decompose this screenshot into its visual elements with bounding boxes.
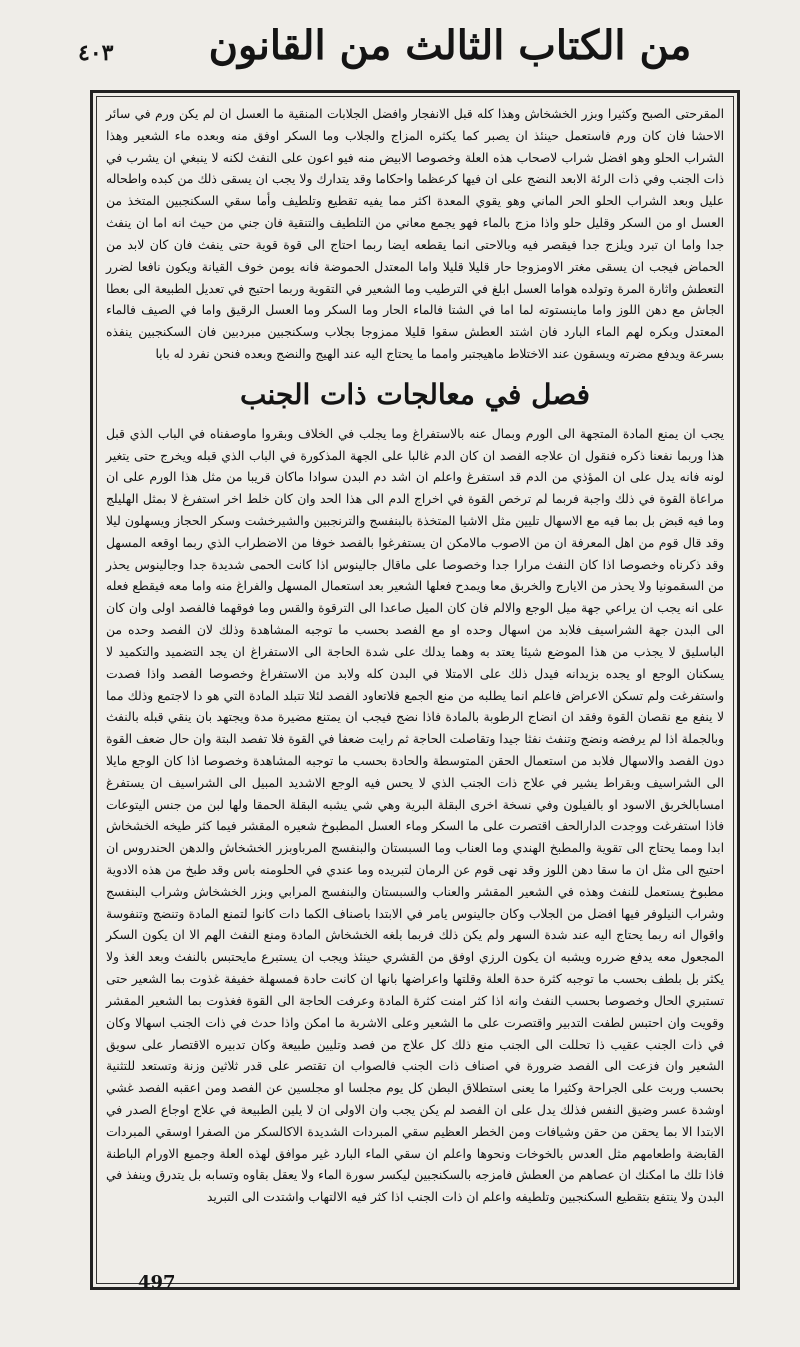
body-paragraph: يجب ان يمنع المادة المتجهة الى الورم وبمال عنه بالاستفراغ وما يجلب في الخلاف وبقروا ماوصفناه في الباب الذي قبل هذا وربما نفعنا ذكره فنقول ان علاجه الفصد ان كان الدم غالبا على الجهة المذكورة في الباب الذي قبله ويخرج حتى يتغير لونه فانه يدل على ان المؤذي من الدم قد استفرغ واعلم ان اشد دم البدن سوادا ماكان قريبا من مثل هذا الورم على ان مراعاة القوة في ذلك واجبة فربما لم ترخص القوة في اخراج الدم الى هذا الحد وان كان خلط اخر استفرغ لا بمثل الهليلج وما فيه قبض بل بما فيه مع الاسهال تليين مثل الاشيا المتخذة بالبنفسج والترنجبين والشيرخشت وسكر الحجاز ويسهلون ليلا وقد قال قوم من اهل المعرفة ان من الاصوب مالامكن ان يستفرغوا بالفصد خوفا من الاضطراب الذي ربما اوقعه المسهل وقد ذكرناه وخصوصا اذا كان النفث مرارا جدا وخصوصا على ماقال جالينوس اذا كانت الحمى شديدة جدا وجالينوس يحذر من السقمونيا ولا يحذر من الايارج والخربق معا ويمدح فعلها الشعير بعد استعمال المسهل والفراغ منه واما معه فيقطع فعله على انه يجب ان يراعي جهة ميل الوجع والالم فان كان الميل صاعدا الى الترقوة والقس وما فوقهما فالفصد اولى وان كان الى البدن جهة الشراسيف فلابد من اسهال وحده او مع الفصد بحسب ما توجبه المشاهدة وذلك لان الفصد وحده من الباسليق لا يجذب من هذا الموضع شيئا يعتد به وهما يدلك على شدة الحاجة الى الاستفراغ ان يجد التضميد والتكميد لا يسكنان الوجع او يجده بزيدانه فيدل ذلك على الامتلا في البدن كله ولابد من الاستفراغ وخصوصا الفصد واذا فصدت واستفرغت ولم تسكن الاعراض فاعلم انما يطلبه من منع الجمع فلاتعاود الفصد لئلا تتبلد المادة التي هو دا لاجتمع وذلك مما لا ينفع مع نقصان القوة وفقد ان انضاج الرطوبة بالمادة فاذا نضج فيجب ان يمتنع مضيرة مدة ويجتهد بان ينقي قبله بالنفث وبالجملة اذا لم يرفضه ونضج وتنفث نفثا جيدا وتقاصلت الحاجة ثم رايت ضعفا في القوة فلا تفصد البتة وان حال ضعف القوة دون الفصد والاسهال فلابد من استعمال الحقن المتوسطة والحادة بحسب ما توجبه المشاهدة وخصوصا اذا كان الوجع مايلا الى الشراسيف وبقراط يشير في علاج ذات الجنب الذي لا يحس فيه الوجع الاشديد المبيل الى الشراسيف ان يستفرغ امسابالخربق الاسود او بالفيلون وفي نسخة اخرى البقلة البرية وهي شي يشبه البقلة الحمقا ولها لبن من جنس اليتوعات فاذا استفرغت ووجدت الدارالحف اقتصرت على ما السكر وماء العسل المطبوخ شعيره المقشر فيما كثر طيخه الخشخاش ابدا ومما يحتاج الى تقوية والمطبخ الهندي وما العناب وما السبستان والبنفسج المرباوبزر الخشخاش والدهن الحندروس ان احتيج الى مثل ان ما سقا دهن اللوز وقد نهى قوم عن الرمان لتبريده وما عندي في الحلومنه باس وقد طبخ من هذه الادوية مطبوخ يستعمل للنفث وهذه في الشعير المقشر والعناب والسبستان والبنفسج المرابي وبزر الخشخاش وشراب البنفسج وشراب النيلوفر فيها افضل من الجلاب وكان جالينوس يامر في الابتدا باصناف الكما دات كانوا لتمنع المادة وتنضج وتنفوسة واقوال انه ربما يحتاج اليه عند شدة السهر ولم يكن ذلك فربما بلغه الخشخاش المادة ومنع النفث الهم الا ان يكون السكر المجعول معه يدفع ضرره ويشبه ان يكون الرزي اوفق من القشري حينئذ ويجب ان يستبرع مايحتبس بالنفث وبعد الغذ ولا يكثر بل بلطف بحسب ما توجبه كثرة حدة العلة وقلتها واعراضها بانها ان كانت حادة فمسهلة خفيفة غذوت بما الشعير حتى تستبري الحال وخصوصا بحسب النفث وانه اذا كثر امنت كثرة المادة وعرفت الحاجة الى القوة فغذوت بما الشعير المقشر وقويت وان احتبس لطفت التدبير واقتصرت على ما الشعير وعلى الاشربة ما امكن واذا حدث في ذات الجنب اسهالا وكان في ذات الجنب عقيب ذا تحللت الى الجنب منع ذلك كل علاج من فصد وتليين طبيعة وكان تدبيره الاقتصار على سويق الشعير وان فزعت الى الفصد ضرورة في اصناف ذات الجنب فالصواب ان تقتصر على قدر ثلاثين وزنة وتستعد للتثنية بحسب وربت على الجراحة وكثيرا ما يعنى استطلاق البطن كل يوم مجلسا او مجلسين عن الفصد ومن اعقبه الفصد غشي اوشدة عسر وضيق النفس فذلك يدل على ان الفصد لم يكن يجب وان الاولى ان لا يلين الطبيعة في علاج اوجاع الصدر في الابتدا الا بما يحقن من حقن وشيافات ومن الخطر العظيم سقي المبردات الشديدة الاكالسكر من الصفرا اوسقي المبردات القابضة واطعامهم مثل العدس بالخوخات ونحوها واعلم ان سقي الماء البارد غير موافق لهذه العلة وجميع الاورام الباطنة فاذا تلك ما امكنك ان عصاهم من العطش فامزجه بالسكنجبين ليكسر سورة الماء ولا يعقل بقاوه وتسابه بل يتدرق وينفذ في البدن ولا ينتفع بتقطيع السكنجبين وتلطيفه واعلم ان ذات الجنب اذا كثر فيه الالتهاب واشتدت الى التبريد — [106, 426, 724, 1205]
footer-page-number: 497 — [138, 1272, 176, 1293]
text-block — [106, 104, 724, 1209]
running-title: من الكتاب الثالث من القانون — [208, 22, 692, 69]
page-number: ٤٠٣ — [78, 40, 114, 66]
section-heading: فصل في معالجات ذات الجنب — [239, 377, 591, 411]
body-paragraph: المقرحتى الصبح وكثيرا وبزر الخشخاش وهذا كله قبل الانفجار وافضل الجلابات المنقية ما العسل ان لم يكن ورم في سائر الاحشا فان كان ورم فاستعمل حينئذ ان يصبر كما يكثره المزاج والجلاب وما السكر اوفق منه وبعده ماء الشعير وهذا الشراب الحلو وهو افضل شراب لاصحاب هذه العلة وخصوصا الابيض منه فيو اعون على النفث لكنه لا ينبغي ان يشرب في ذات الجنب وفي ذات الرئة الابعد النضج على ان فيها كرعظما واحكاما وقد يتدارك ولا يجب ان يسقى ذلك من كبده واطحاله عليل وبعد الشراب الحلو الحر الماني وهو يقوي المعدة اكثر مما يفيه تقطيع وتلطيف وأما سقي السكنجبين المتخذ من العسل او من السكر وقليل حلو واذا مزج بالماء فهو يجمع معاني من التلطيف والتنقية فان جني من حيث انه اما ان ينفث جدا واما ان تبرد ويلزج جدا فيقصر فيه وبالاحتى انما يقطعه ايضا ربما احتاج الى قوة قوية حتى ينفث فان كان لابد من الحماض فيجب ان يسقى مغتر الاومزوجا حار قليلا قليلا واما المعتدل الحموضة فانه يومن خوف القيانة ويكون نافعا لضرر التعطش واثارة المرة وتولده هواما العسل ابلغ في الترطيب وما الشعير في التقوية وربما احتيج في تعديل الطبيعة الى بعطا الجاش مع دهن اللوز واما ماينستوته لما اما في الشتا فالماء الحار وما السكر وما العسل الرقيق واما في الصيف فالماء المعتدل وبكره لهم الماء البارد فان اشتد العطش سقوا قليلا ممزوجا بجلاب وسكنجبين مبردبين فان السكنجبين ينفذه بسرعة ويدفع مضرته ويسقون عند الاختلاط ماهيجتبر وامما ما يحتاج اليه عند الهيج والنضج وبعده فنحن نفرد له بابا — [106, 107, 724, 361]
